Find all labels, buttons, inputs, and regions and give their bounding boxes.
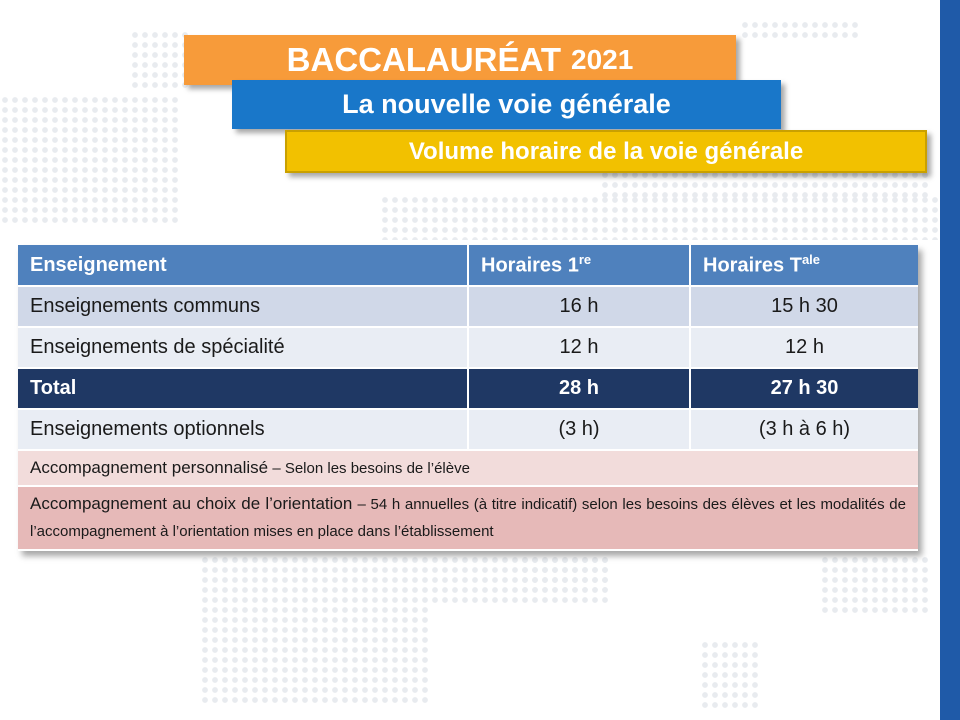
table-header-row [18, 245, 918, 286]
main-title: BACCALAURÉAT [286, 41, 562, 78]
section-title: Volume horaire de la voie générale [408, 137, 804, 165]
row-premiere: 12 h [468, 327, 690, 368]
schedule-table [18, 245, 918, 551]
accompagnement-personnalise-detail: – Selon les besoins de l’élève [268, 460, 470, 477]
row-terminale: (3 h à 6 h) [690, 409, 918, 450]
title-banner [184, 35, 736, 85]
row-premiere: 16 h [468, 286, 690, 327]
table-row [18, 409, 918, 450]
table-row-accompagnement-orientation [18, 486, 918, 550]
accompagnement-orientation-label: Accompagnement au choix de l’orientation [30, 494, 353, 513]
right-accent-strip [940, 0, 960, 720]
header-enseignement: Enseignement [18, 245, 468, 286]
row-label: Enseignements optionnels [18, 409, 468, 450]
title-year: 2021 [571, 44, 634, 75]
row-terminale: 12 h [690, 327, 918, 368]
row-premiere: (3 h) [468, 409, 690, 450]
subtitle: La nouvelle voie générale [342, 89, 671, 119]
accompagnement-personnalise-label: Accompagnement personnalisé [30, 458, 269, 477]
row-terminale: 15 h 30 [690, 286, 918, 327]
subtitle-banner [232, 80, 781, 129]
accompagnement-personnalise-cell [18, 450, 918, 486]
section-banner [285, 130, 927, 173]
row-label: Enseignements de spécialité [18, 327, 468, 368]
header-horaires-premiere: Horaires 1re [468, 245, 690, 286]
row-label: Enseignements communs [18, 286, 468, 327]
table-row-total [18, 368, 918, 409]
header-horaires-terminale: Horaires $T^{ale}$ [690, 245, 918, 286]
row-terminale: 27 h 30 [690, 368, 918, 409]
accompagnement-orientation-detail: – 54 h annuelles (à titre indicatif) selon les besoins des élèves et les modalités de l’accompagnement à l’orientation mises en place dans l’établissement [30, 496, 906, 540]
accompagnement-orientation-cell [18, 486, 918, 550]
table-row-accompagnement-personnalise [18, 450, 918, 486]
row-label: Total [18, 368, 468, 409]
table-row [18, 286, 918, 327]
table-row [18, 327, 918, 368]
row-premiere: 28 h [468, 368, 690, 409]
